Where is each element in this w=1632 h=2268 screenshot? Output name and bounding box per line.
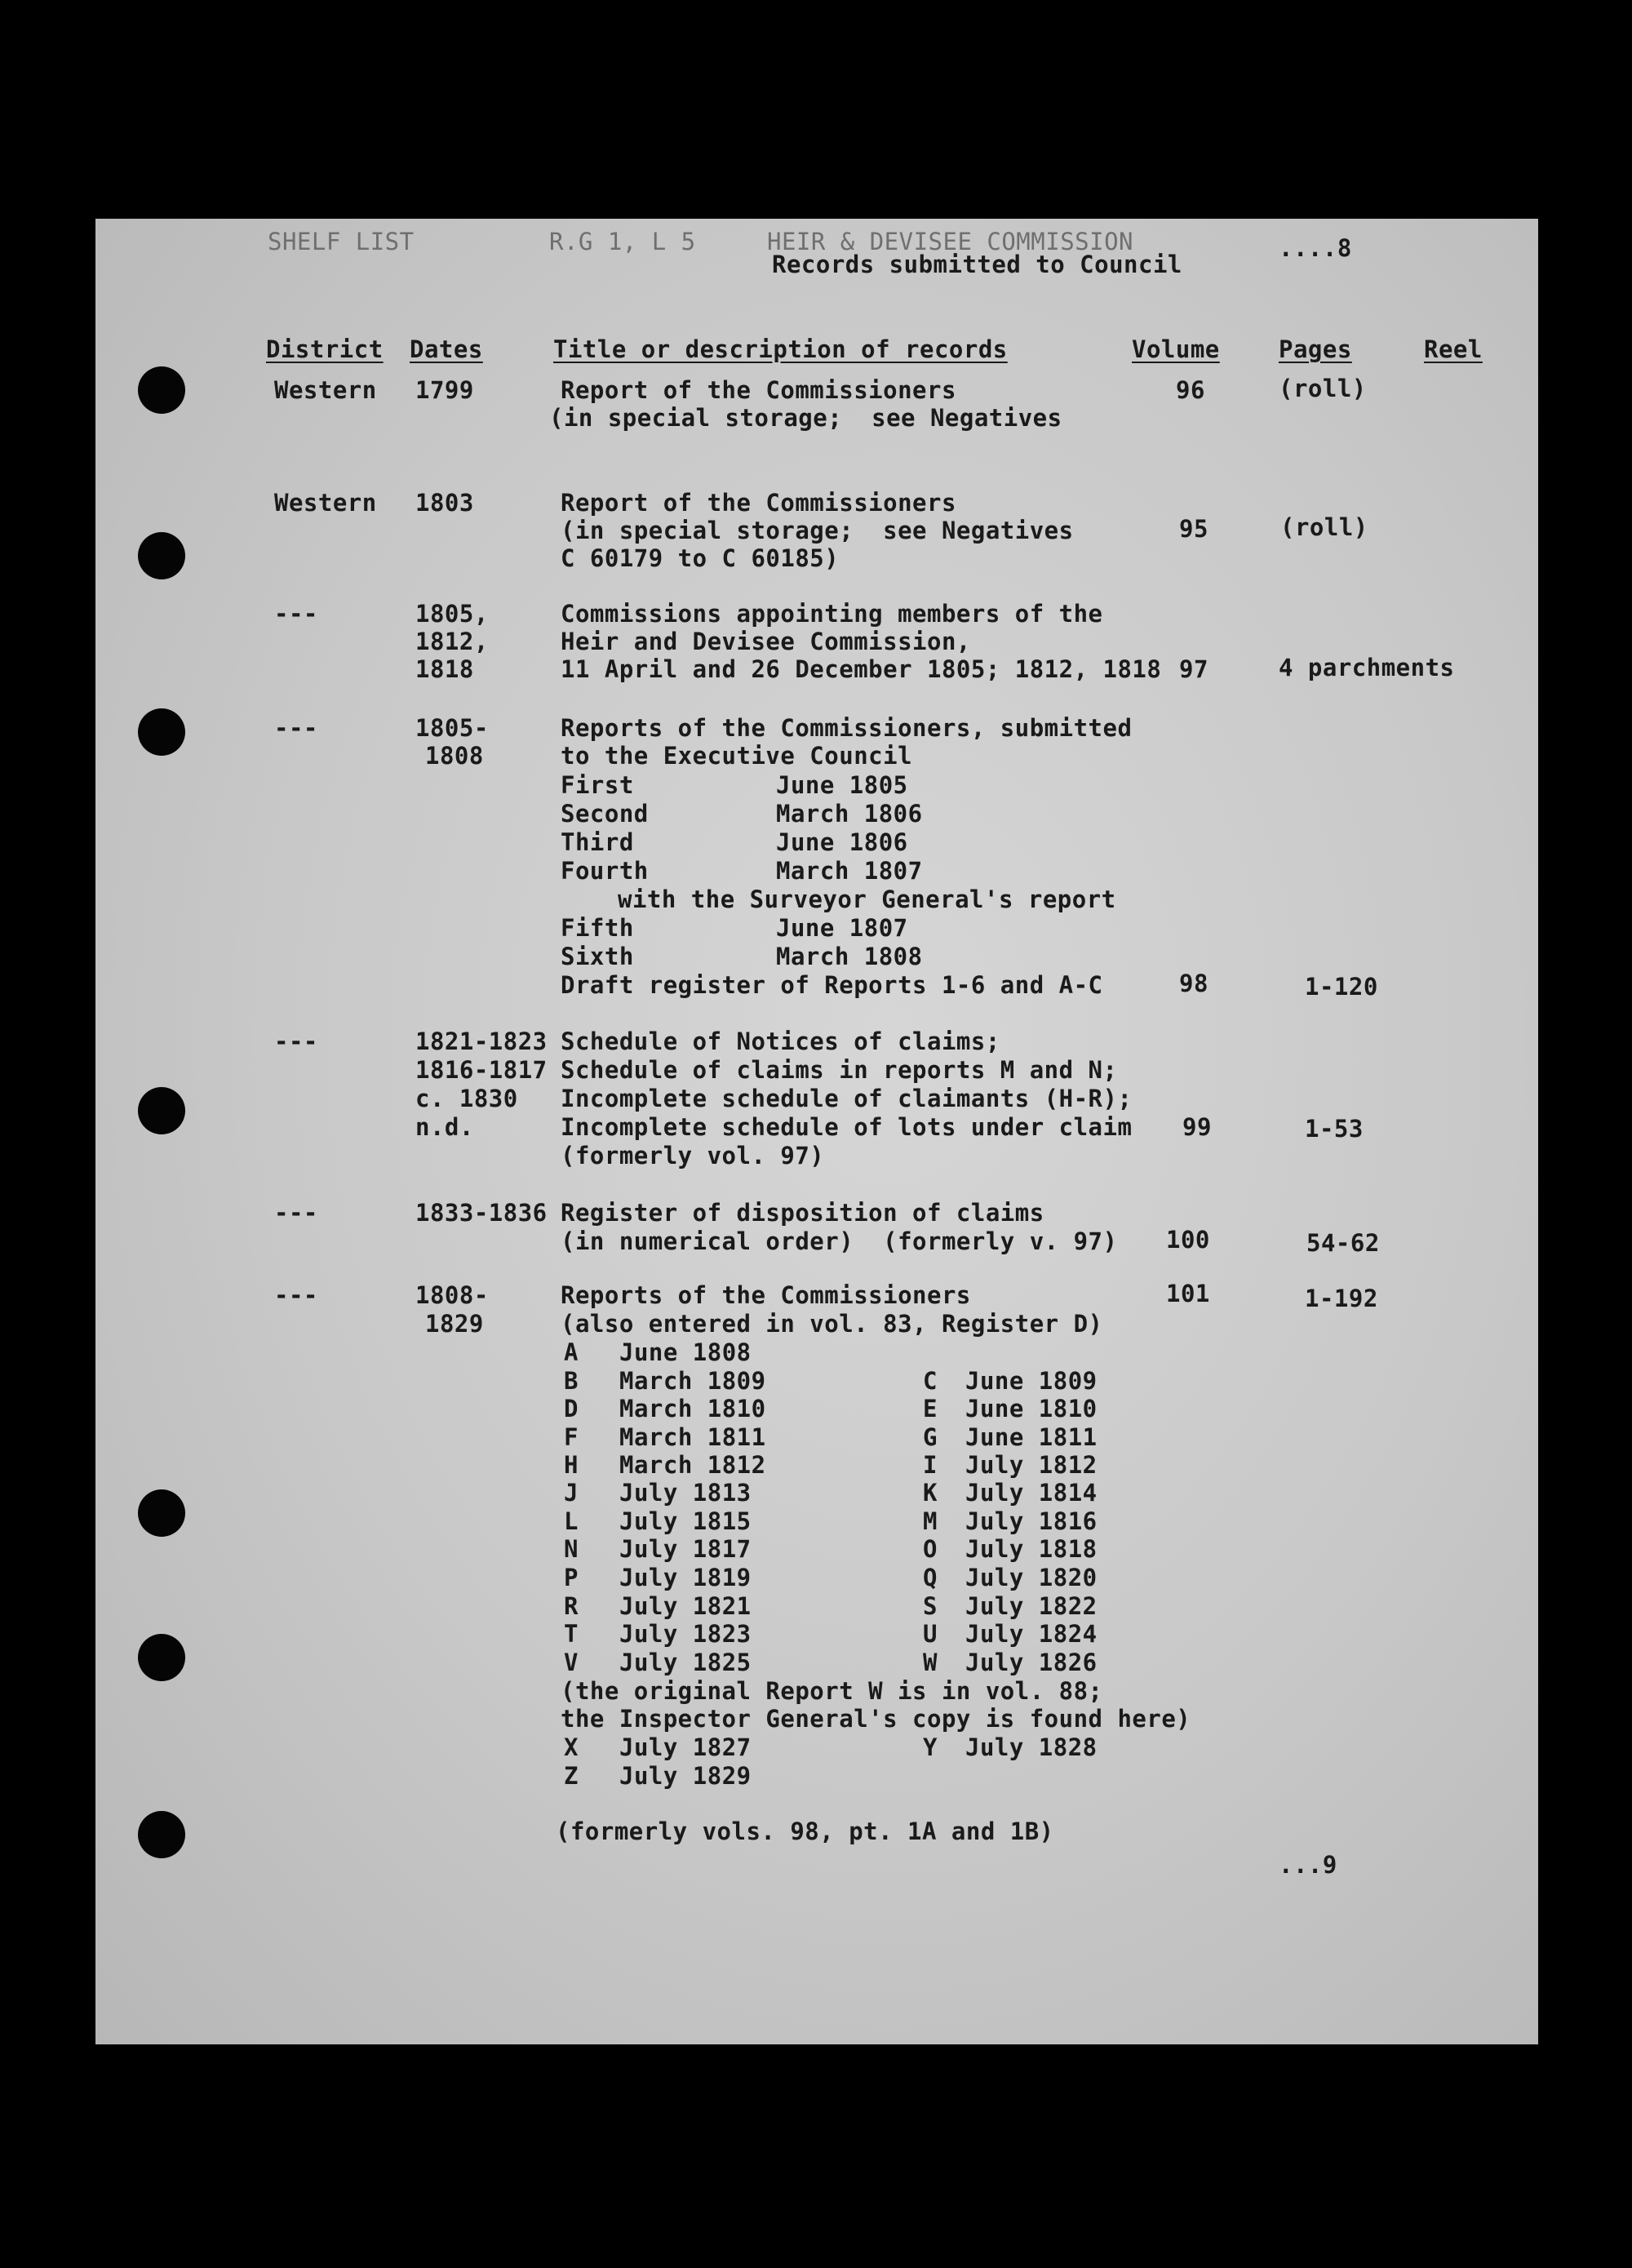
report-date: July 1818 bbox=[965, 1535, 1098, 1563]
column-header-title: Title or description of records bbox=[553, 335, 1008, 363]
report-date: July 1825 bbox=[619, 1649, 752, 1676]
entry-description-line: Register of disposition of claims bbox=[561, 1199, 1044, 1227]
entry-description-line: (also entered in vol. 83, Register D) bbox=[561, 1310, 1103, 1338]
page-number: ....8 bbox=[1279, 234, 1352, 262]
binder-hole bbox=[138, 1634, 185, 1681]
report-date: June 1805 bbox=[776, 771, 908, 799]
entry-pages: 4 parchments bbox=[1279, 654, 1455, 681]
entry-dates: 1816-1817 bbox=[415, 1056, 548, 1084]
report-letter: P bbox=[564, 1564, 579, 1591]
entry-dates: 1805, bbox=[415, 600, 489, 628]
entry-dates: 1812, bbox=[415, 628, 489, 655]
entry-dates: 1833-1836 bbox=[415, 1199, 548, 1227]
next-page-indicator: ...9 bbox=[1279, 1851, 1337, 1879]
report-date: March 1811 bbox=[619, 1423, 766, 1451]
report-date: June 1807 bbox=[776, 914, 908, 942]
report-letter: G bbox=[923, 1423, 938, 1451]
report-letter: F bbox=[564, 1423, 579, 1451]
entry-dates: 1808- bbox=[415, 1281, 489, 1309]
report-date: June 1810 bbox=[965, 1395, 1098, 1422]
report-date: July 1829 bbox=[619, 1762, 752, 1790]
report-letter: W bbox=[923, 1649, 938, 1676]
report-date: March 1806 bbox=[776, 800, 923, 828]
report-letter: A bbox=[564, 1338, 579, 1366]
report-date: July 1813 bbox=[619, 1479, 752, 1507]
report-date: July 1827 bbox=[619, 1733, 752, 1761]
report-date: July 1822 bbox=[965, 1592, 1098, 1620]
entry-note-line: (the original Report W is in vol. 88; bbox=[561, 1677, 1103, 1705]
binder-hole bbox=[138, 1087, 185, 1134]
report-date: June 1809 bbox=[965, 1367, 1098, 1395]
entry-description-line: Reports of the Commissioners, submitted bbox=[561, 714, 1133, 742]
entry-description-line: Commissions appointing members of the bbox=[561, 600, 1103, 628]
binder-hole bbox=[138, 1489, 185, 1537]
entry-description-line: (in numerical order) (formerly v. 97) bbox=[561, 1227, 1118, 1255]
entry-description-line: Heir and Devisee Commission, bbox=[561, 628, 971, 655]
entry-pages: 1-120 bbox=[1305, 973, 1378, 1001]
entry-dates: 1805- bbox=[415, 714, 489, 742]
report-label: Third bbox=[561, 828, 634, 856]
binder-hole bbox=[138, 708, 185, 756]
entry-volume: 101 bbox=[1166, 1280, 1210, 1307]
report-date: March 1810 bbox=[619, 1395, 766, 1422]
report-date: June 1806 bbox=[776, 828, 908, 856]
report-letter: M bbox=[923, 1507, 938, 1535]
report-letter: K bbox=[923, 1479, 938, 1507]
report-date: July 1814 bbox=[965, 1479, 1098, 1507]
binder-hole bbox=[138, 366, 185, 414]
entry-description-line: Report of the Commissioners bbox=[561, 489, 956, 517]
document-subtitle: Records submitted to Council bbox=[772, 251, 1182, 278]
report-letter: D bbox=[564, 1395, 579, 1422]
entry-dates: 1808 bbox=[425, 742, 484, 770]
column-header-reel: Reel bbox=[1424, 335, 1483, 363]
report-letter: L bbox=[564, 1507, 579, 1535]
report-letter: H bbox=[564, 1451, 579, 1479]
entry-dates: 1829 bbox=[425, 1310, 484, 1338]
report-date: March 1809 bbox=[619, 1367, 766, 1395]
report-letter: J bbox=[564, 1479, 579, 1507]
report-letter: N bbox=[564, 1535, 579, 1563]
report-label: Fourth bbox=[561, 857, 649, 885]
column-header-pages: Pages bbox=[1279, 335, 1352, 363]
entry-volume: 95 bbox=[1179, 515, 1208, 543]
report-date: July 1815 bbox=[619, 1507, 752, 1535]
report-letter: B bbox=[564, 1367, 579, 1395]
entry-description-line: (formerly vol. 97) bbox=[561, 1142, 825, 1170]
entry-district: --- bbox=[274, 1199, 318, 1227]
entry-district: --- bbox=[274, 1027, 318, 1055]
entry-pages: 54-62 bbox=[1306, 1229, 1380, 1257]
entry-dates: 1799 bbox=[415, 376, 474, 404]
entry-dates: 1821-1823 bbox=[415, 1027, 548, 1055]
entry-volume: 99 bbox=[1182, 1113, 1212, 1141]
entry-description-line: Schedule of claims in reports M and N; bbox=[561, 1056, 1118, 1084]
entry-description-line: with the Surveyor General's report bbox=[618, 885, 1116, 913]
report-label: Sixth bbox=[561, 943, 634, 970]
report-date: July 1821 bbox=[619, 1592, 752, 1620]
entry-district: --- bbox=[274, 1281, 318, 1309]
report-letter: Q bbox=[923, 1564, 938, 1591]
entry-description-line: to the Executive Council bbox=[561, 742, 913, 770]
report-letter: U bbox=[923, 1620, 938, 1648]
entry-description-line: C 60179 to C 60185) bbox=[561, 544, 840, 572]
commission-name: HEIR & DEVISEE COMMISSION bbox=[767, 228, 1133, 255]
formerly-note: (formerly vols. 98, pt. 1A and 1B) bbox=[556, 1818, 1054, 1845]
report-letter: X bbox=[564, 1733, 579, 1761]
entry-description-line: (in special storage; see Negatives bbox=[561, 517, 1074, 544]
entry-volume: 96 bbox=[1176, 376, 1205, 404]
report-date: July 1820 bbox=[965, 1564, 1098, 1591]
entry-dates: 1803 bbox=[415, 489, 474, 517]
entry-pages: 1-53 bbox=[1305, 1115, 1364, 1143]
entry-dates: n.d. bbox=[415, 1113, 474, 1141]
record-group-reference: R.G 1, L 5 bbox=[549, 228, 696, 255]
report-date: June 1811 bbox=[965, 1423, 1098, 1451]
report-letter: I bbox=[923, 1451, 938, 1479]
report-letter: T bbox=[564, 1620, 579, 1648]
report-letter: Z bbox=[564, 1762, 579, 1790]
report-date: July 1828 bbox=[965, 1733, 1098, 1761]
report-date: June 1808 bbox=[619, 1338, 752, 1366]
column-header-dates: Dates bbox=[410, 335, 483, 363]
entry-description-line: Incomplete schedule of lots under claim bbox=[561, 1113, 1133, 1141]
report-date: July 1826 bbox=[965, 1649, 1098, 1676]
report-label: Fifth bbox=[561, 914, 634, 942]
binder-hole bbox=[138, 1811, 185, 1858]
shelf-list-label: SHELF LIST bbox=[268, 228, 415, 255]
report-date: July 1812 bbox=[965, 1451, 1098, 1479]
column-header-district: District bbox=[266, 335, 384, 363]
report-letter: R bbox=[564, 1592, 579, 1620]
entry-volume: 97 bbox=[1179, 655, 1208, 683]
entry-description-line: Draft register of Reports 1-6 and A-C bbox=[561, 971, 1103, 999]
report-date: March 1812 bbox=[619, 1451, 766, 1479]
entry-description-line: Schedule of Notices of claims; bbox=[561, 1027, 1000, 1055]
entry-volume: 100 bbox=[1166, 1226, 1210, 1254]
entry-district: Western bbox=[274, 376, 377, 404]
entry-district: --- bbox=[274, 714, 318, 742]
entry-note-line: the Inspector General's copy is found here) bbox=[561, 1705, 1191, 1733]
entry-volume: 98 bbox=[1179, 970, 1208, 997]
report-letter: C bbox=[923, 1367, 938, 1395]
entry-pages: 1-192 bbox=[1305, 1285, 1378, 1312]
report-label: First bbox=[561, 771, 634, 799]
report-date: July 1824 bbox=[965, 1620, 1098, 1648]
entry-description-line: Reports of the Commissioners bbox=[561, 1281, 971, 1309]
entry-description-line: Report of the Commissioners bbox=[561, 376, 956, 404]
entry-description-line: Incomplete schedule of claimants (H-R); bbox=[561, 1085, 1133, 1112]
report-date: March 1808 bbox=[776, 943, 923, 970]
report-date: March 1807 bbox=[776, 857, 923, 885]
entry-description-line: (in special storage; see Negatives bbox=[549, 404, 1062, 432]
report-date: July 1823 bbox=[619, 1620, 752, 1648]
entry-district: Western bbox=[274, 489, 377, 517]
report-letter: S bbox=[923, 1592, 938, 1620]
report-letter: O bbox=[923, 1535, 938, 1563]
column-header-volume: Volume bbox=[1132, 335, 1220, 363]
document-page bbox=[95, 219, 1538, 2044]
binder-hole bbox=[138, 532, 185, 579]
report-letter: Y bbox=[923, 1733, 938, 1761]
entry-district: --- bbox=[274, 600, 318, 628]
entry-pages: (roll) bbox=[1279, 375, 1367, 402]
entry-description-line: 11 April and 26 December 1805; 1812, 1818 bbox=[561, 655, 1162, 683]
entry-dates: c. 1830 bbox=[415, 1085, 518, 1112]
report-label: Second bbox=[561, 800, 649, 828]
report-date: July 1819 bbox=[619, 1564, 752, 1591]
report-date: July 1817 bbox=[619, 1535, 752, 1563]
report-letter: E bbox=[923, 1395, 938, 1422]
entry-dates: 1818 bbox=[415, 655, 474, 683]
report-date: July 1816 bbox=[965, 1507, 1098, 1535]
report-letter: V bbox=[564, 1649, 579, 1676]
entry-pages: (roll) bbox=[1280, 513, 1368, 541]
